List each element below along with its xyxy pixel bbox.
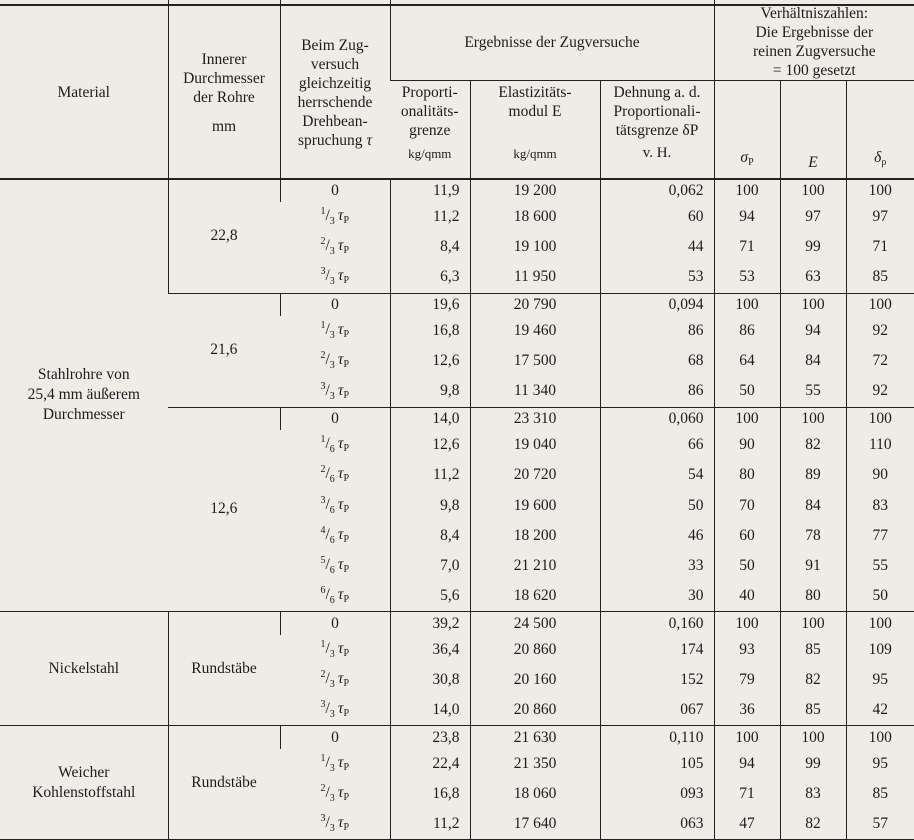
- modulus-cell: 20 860: [470, 695, 600, 726]
- header-prop-unit: kg/qmm: [408, 146, 452, 161]
- torsion-value: $^2/_3$ τP: [320, 350, 350, 372]
- diameter-cell: [168, 293, 280, 407]
- torsion-value: $^1/_6$ τP: [320, 433, 350, 456]
- header-results-title: [390, 0, 714, 81]
- torsion-cell: [280, 407, 390, 430]
- prop-limit-cell: 8,4: [390, 521, 470, 551]
- modulus-cell: 19 460: [470, 316, 600, 346]
- header-diameter-line: Durchmesser: [183, 69, 265, 87]
- header-diameter-unit: mm: [211, 117, 237, 135]
- header-modulus-line: modul E: [508, 103, 562, 120]
- ratio-E-cell: 82: [780, 809, 846, 840]
- ratio-delta-cell: 50: [846, 581, 914, 612]
- header-prop-line: onalitäts-: [400, 103, 459, 120]
- ratio-delta-cell: 92: [846, 376, 914, 407]
- prop-limit-cell: 12,6: [390, 346, 470, 376]
- prop-limit-cell: 9,8: [390, 490, 470, 520]
- elongation-cell: 50: [600, 490, 714, 520]
- header-ratios-line: Die Ergebnisse der: [755, 24, 874, 41]
- header-modulus: [470, 81, 600, 179]
- diameter-value: 12,6: [210, 500, 238, 518]
- tau-symbol: τ: [366, 131, 372, 149]
- modulus-cell: 23 310: [470, 407, 600, 430]
- ratio-E-cell: 82: [780, 430, 846, 460]
- header-ratios-line: = 100 gesetzt: [772, 62, 856, 79]
- modulus-cell: 18 200: [470, 521, 600, 551]
- elongation-cell: 093: [600, 779, 714, 809]
- torsion-cell: [280, 293, 390, 316]
- ratio-delta-cell: 85: [846, 262, 914, 293]
- diameter-cell: [168, 612, 280, 726]
- ratio-delta-cell: 85: [846, 779, 914, 809]
- ratio-delta-cell: 95: [846, 749, 914, 779]
- elongation-cell: 53: [600, 262, 714, 293]
- ratio-sigma-cell: 70: [714, 490, 780, 520]
- ratio-sigma-cell: 40: [714, 581, 780, 612]
- material-cell: [0, 179, 168, 612]
- header-material: [0, 0, 168, 179]
- elongation-cell: 44: [600, 232, 714, 262]
- elongation-cell: 063: [600, 809, 714, 840]
- header-modulus-unit: kg/qmm: [513, 146, 557, 161]
- ratio-delta-subscript: ρ: [881, 156, 887, 168]
- header-torsion: [280, 0, 390, 179]
- ratio-E-cell: 89: [780, 460, 846, 490]
- material-cell: [0, 726, 168, 840]
- modulus-cell: 19 040: [470, 430, 600, 460]
- torsion-cell: [280, 612, 390, 635]
- material-line: Durchmesser: [42, 406, 125, 424]
- modulus-cell: 20 860: [470, 635, 600, 665]
- torsion-value: $^3/_6$ τP: [320, 494, 350, 516]
- header-prop-line: Proporti-: [401, 84, 458, 101]
- ratio-E-cell: 100: [780, 612, 846, 635]
- header-ratio-sigma: [714, 81, 780, 179]
- torsion-cell: [280, 695, 390, 726]
- ratio-E-cell: 99: [780, 749, 846, 779]
- prop-limit-cell: 23,8: [390, 726, 470, 749]
- ratio-delta-cell: 71: [846, 232, 914, 262]
- ratio-sigma-cell: 90: [714, 430, 780, 460]
- elongation-cell: 68: [600, 346, 714, 376]
- table-row: [0, 612, 914, 635]
- ratio-sigma-cell: 93: [714, 635, 780, 665]
- header-diameter-line: Innerer: [201, 50, 247, 68]
- header-ratios-line: reinen Zugversuche: [752, 43, 876, 60]
- modulus-cell: 24 500: [470, 612, 600, 635]
- torsion-value: $^5/_6$ τP: [320, 554, 350, 577]
- header-torsion-line: gleichzeitig: [298, 74, 372, 92]
- ratio-sigma-cell: 50: [714, 376, 780, 407]
- prop-limit-cell: 16,8: [390, 779, 470, 809]
- elongation-cell: 0,110: [600, 726, 714, 749]
- ratio-sigma-cell: 36: [714, 695, 780, 726]
- prop-limit-cell: 14,0: [390, 407, 470, 430]
- elongation-cell: 46: [600, 521, 714, 551]
- diameter-cell: [168, 726, 280, 840]
- ratio-E-cell: 100: [780, 726, 846, 749]
- torsion-value: $^3/_3$ τP: [320, 699, 350, 721]
- prop-limit-cell: 5,6: [390, 581, 470, 612]
- prop-limit-cell: 11,2: [390, 460, 470, 490]
- ratio-delta-cell: 109: [846, 635, 914, 665]
- ratio-sigma-cell: 50: [714, 551, 780, 581]
- ratio-delta-cell: 100: [846, 612, 914, 635]
- header-prop-line: grenze: [409, 122, 451, 139]
- torsion-value: $^1/_3$ τP: [320, 752, 350, 774]
- header-torsion-line: [281, 131, 390, 150]
- modulus-cell: 21 630: [470, 726, 600, 749]
- prop-limit-cell: 36,4: [390, 635, 470, 665]
- torsion-value: $^3/_3$ τP: [320, 813, 350, 835]
- prop-limit-cell: 11,9: [390, 179, 470, 202]
- ratio-E-cell: 63: [780, 262, 846, 293]
- modulus-cell: 18 620: [470, 581, 600, 612]
- torsion-cell: [280, 665, 390, 695]
- table-row: [0, 179, 914, 202]
- header-torsion-line: Drehbean-: [302, 112, 368, 130]
- header-elong-line: tätsgrenze δP: [615, 122, 699, 139]
- material-line: Nickelstahl: [48, 659, 120, 677]
- torsion-value: $^1/_3$ τP: [320, 638, 350, 660]
- prop-limit-cell: 22,4: [390, 749, 470, 779]
- header-elong-line: Dehnung a. d.: [613, 84, 701, 101]
- prop-limit-cell: 8,4: [390, 232, 470, 262]
- ratio-sigma-cell: 100: [714, 179, 780, 202]
- elongation-cell: 54: [600, 460, 714, 490]
- torsion-value: $^2/_3$ τP: [320, 668, 350, 691]
- modulus-cell: 20 790: [470, 293, 600, 316]
- material-cell: [0, 612, 168, 726]
- prop-limit-cell: 14,0: [390, 695, 470, 726]
- elongation-cell: 152: [600, 665, 714, 695]
- prop-limit-cell: 16,8: [390, 316, 470, 346]
- torsion-value: $^4/_6$ τP: [320, 524, 350, 546]
- torsion-cell: [280, 179, 390, 202]
- header-diameter: [168, 0, 280, 179]
- ratio-sigma-cell: 94: [714, 202, 780, 232]
- ratio-delta-cell: 77: [846, 521, 914, 551]
- torsion-value: $^3/_3$ τP: [320, 266, 350, 288]
- modulus-cell: 11 950: [470, 262, 600, 293]
- modulus-cell: 17 640: [470, 809, 600, 840]
- torsion-cell: [280, 490, 390, 520]
- torsion-value: $^3/_3$ τP: [320, 380, 350, 402]
- torsion-cell: [280, 460, 390, 490]
- torsion-cell: [280, 581, 390, 612]
- ratio-E-cell: 84: [780, 490, 846, 520]
- header-material-label: Material: [57, 84, 110, 102]
- material-line: Stahlrohre von: [37, 366, 130, 384]
- torsion-cell: [280, 316, 390, 346]
- ratio-E-cell: 82: [780, 665, 846, 695]
- torsion-value: $^2/_6$ τP: [320, 464, 350, 486]
- ratio-sigma-cell: 100: [714, 293, 780, 316]
- ratio-sigma-cell: 94: [714, 749, 780, 779]
- torsion-cell: [280, 262, 390, 293]
- torsion-cell: [280, 635, 390, 665]
- ratio-sigma-cell: 80: [714, 460, 780, 490]
- ratio-E-cell: 85: [780, 635, 846, 665]
- modulus-cell: 20 720: [470, 460, 600, 490]
- header-modulus-line: Elastizitäts-: [498, 84, 572, 101]
- ratio-delta-cell: 72: [846, 346, 914, 376]
- ratio-E-cell: 83: [780, 779, 846, 809]
- ratio-E-cell: 84: [780, 346, 846, 376]
- elongation-cell: 33: [600, 551, 714, 581]
- elongation-cell: 0,094: [600, 293, 714, 316]
- ratio-delta-cell: 92: [846, 316, 914, 346]
- torsion-cell: [280, 809, 390, 840]
- elongation-cell: 0,160: [600, 612, 714, 635]
- modulus-cell: 19 600: [470, 490, 600, 520]
- header-ratio-E: [780, 81, 846, 179]
- ratio-delta-cell: 95: [846, 665, 914, 695]
- ratio-sigma-cell: 86: [714, 316, 780, 346]
- torsion-value: $^2/_3$ τP: [320, 236, 350, 258]
- prop-limit-cell: 39,2: [390, 612, 470, 635]
- ratio-delta-cell: 57: [846, 809, 914, 840]
- ratio-sigma-cell: 71: [714, 232, 780, 262]
- ratio-E-cell: 85: [780, 695, 846, 726]
- ratio-delta-cell: 83: [846, 490, 914, 520]
- diameter-cell: [168, 407, 280, 612]
- ratio-delta-cell: 100: [846, 293, 914, 316]
- ratio-sigma-cell: 53: [714, 262, 780, 293]
- ratio-E-cell: 99: [780, 232, 846, 262]
- torsion-value: 0: [331, 409, 339, 427]
- modulus-cell: 17 500: [470, 346, 600, 376]
- torsion-value: 0: [331, 181, 339, 199]
- torsion-cell: [280, 346, 390, 376]
- ratio-sigma-symbol: σ: [740, 148, 749, 166]
- elongation-cell: 30: [600, 581, 714, 612]
- ratio-E-cell: 97: [780, 202, 846, 232]
- header-ratios-line: Verhältniszahlen:: [760, 5, 869, 22]
- elongation-cell: 0,060: [600, 407, 714, 430]
- ratio-delta-cell: 55: [846, 551, 914, 581]
- header-elong-line: Proportionali-: [613, 103, 701, 120]
- header-torsion-word: spruchung: [297, 131, 363, 149]
- elongation-cell: 105: [600, 749, 714, 779]
- ratio-delta-cell: 100: [846, 179, 914, 202]
- header-elongation: [600, 81, 714, 179]
- ratio-E-symbol: E: [808, 153, 818, 171]
- torsion-cell: [280, 430, 390, 460]
- ratio-sigma-cell: 100: [714, 407, 780, 430]
- ratio-sigma-cell: 47: [714, 809, 780, 840]
- torsion-cell: [280, 726, 390, 749]
- ratio-delta-cell: 97: [846, 202, 914, 232]
- ratio-sigma-cell: 60: [714, 521, 780, 551]
- elongation-cell: 86: [600, 316, 714, 346]
- torsion-cell: [280, 376, 390, 407]
- header-torsion-line: herrschende: [297, 93, 373, 111]
- diameter-value: 21,6: [210, 341, 238, 359]
- table-header: [0, 0, 914, 179]
- prop-limit-cell: 6,3: [390, 262, 470, 293]
- elongation-cell: 174: [600, 635, 714, 665]
- torsion-value: $^2/_3$ τP: [320, 782, 350, 805]
- ratio-sigma-subscript: P: [748, 156, 754, 168]
- torsion-value: 0: [331, 614, 339, 632]
- ratio-sigma-cell: 64: [714, 346, 780, 376]
- torsion-cell: [280, 521, 390, 551]
- header-ratios-title: [714, 0, 914, 81]
- ratio-delta-cell: 100: [846, 407, 914, 430]
- diameter-value: 22,8: [210, 227, 238, 245]
- prop-limit-cell: 12,6: [390, 430, 470, 460]
- ratio-sigma-cell: 79: [714, 665, 780, 695]
- ratio-delta-cell: 100: [846, 726, 914, 749]
- material-line: Kohlenstoffstahl: [32, 783, 136, 801]
- header-ratio-delta: [846, 81, 914, 179]
- elongation-cell: 067: [600, 695, 714, 726]
- header-elong-unit: v. H.: [642, 145, 672, 161]
- ratio-E-cell: 78: [780, 521, 846, 551]
- modulus-cell: 20 160: [470, 665, 600, 695]
- header-prop-limit: [390, 81, 470, 179]
- prop-limit-cell: 7,0: [390, 551, 470, 581]
- material-line: 25,4 mm äußerem: [27, 386, 140, 404]
- header-results-label: Ergebnisse der Zugversuche: [464, 33, 640, 51]
- torsion-value: $^1/_3$ τP: [320, 319, 350, 342]
- elongation-cell: 0,062: [600, 179, 714, 202]
- table-row: [0, 726, 914, 749]
- ratio-E-cell: 100: [780, 293, 846, 316]
- ratio-E-cell: 55: [780, 376, 846, 407]
- ratio-sigma-cell: 100: [714, 726, 780, 749]
- prop-limit-cell: 30,8: [390, 665, 470, 695]
- prop-limit-cell: 19,6: [390, 293, 470, 316]
- ratio-E-cell: 94: [780, 316, 846, 346]
- diameter-cell: [168, 179, 280, 294]
- torsion-cell: [280, 551, 390, 581]
- ratio-delta-cell: 90: [846, 460, 914, 490]
- ratio-sigma-cell: 100: [714, 612, 780, 635]
- elongation-cell: 66: [600, 430, 714, 460]
- torsion-value: $^6/_6$ τP: [320, 585, 350, 607]
- torsion-cell: [280, 202, 390, 232]
- torsion-value: 0: [331, 295, 339, 313]
- torsion-value: 0: [331, 728, 339, 746]
- torsion-value: $^1/_3$ τP: [320, 205, 350, 228]
- elongation-cell: 60: [600, 202, 714, 232]
- diameter-value: Rundstäbe: [191, 659, 257, 677]
- prop-limit-cell: 9,8: [390, 376, 470, 407]
- modulus-cell: 11 340: [470, 376, 600, 407]
- header-torsion-line: Beim Zug-: [301, 36, 369, 54]
- ratio-E-cell: 100: [780, 179, 846, 202]
- modulus-cell: 18 600: [470, 202, 600, 232]
- modulus-cell: 19 200: [470, 179, 600, 202]
- table-body: [0, 179, 914, 840]
- header-torsion-line: versuch: [310, 55, 360, 73]
- ratio-E-cell: 100: [780, 407, 846, 430]
- prop-limit-cell: 11,2: [390, 809, 470, 840]
- modulus-cell: 19 100: [470, 232, 600, 262]
- header-diameter-line: der Rohre: [193, 88, 255, 106]
- ratio-delta-cell: 42: [846, 695, 914, 726]
- prop-limit-cell: 11,2: [390, 202, 470, 232]
- ratio-delta-cell: 110: [846, 430, 914, 460]
- modulus-cell: 21 210: [470, 551, 600, 581]
- elongation-cell: 86: [600, 376, 714, 407]
- ratio-E-cell: 91: [780, 551, 846, 581]
- torsion-cell: [280, 232, 390, 262]
- torsion-cell: [280, 749, 390, 779]
- modulus-cell: 21 350: [470, 749, 600, 779]
- ratio-sigma-cell: 71: [714, 779, 780, 809]
- modulus-cell: 18 060: [470, 779, 600, 809]
- ratio-E-cell: 80: [780, 581, 846, 612]
- torsion-cell: [280, 779, 390, 809]
- diameter-value: Rundstäbe: [191, 773, 257, 791]
- ratio-delta-symbol: δ: [874, 148, 882, 166]
- material-line: Weicher: [58, 763, 110, 781]
